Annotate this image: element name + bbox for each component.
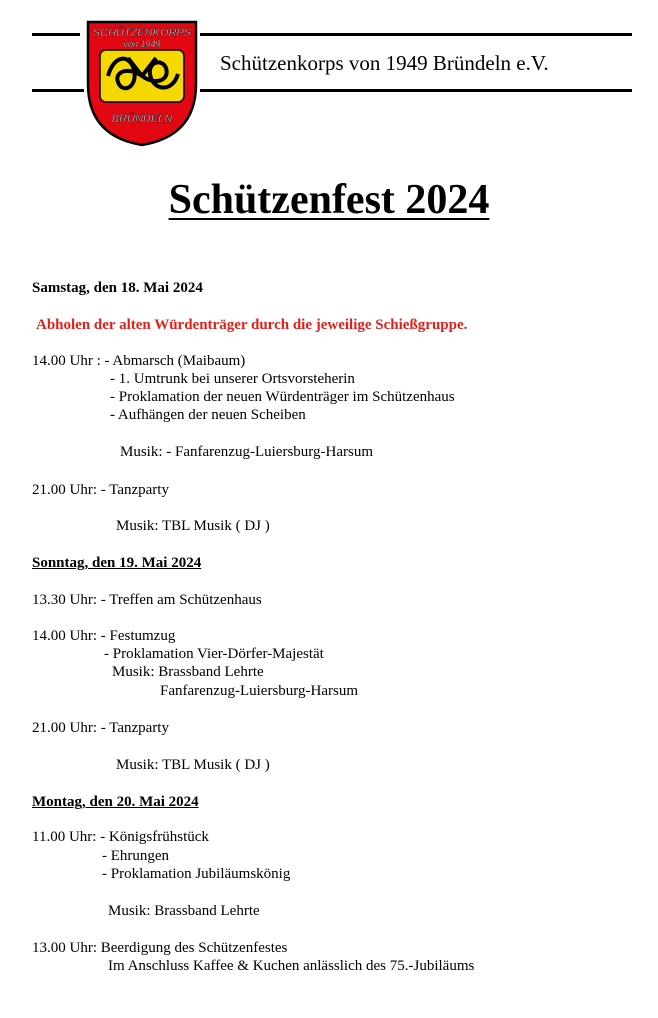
page-title-text: Schützenfest 2024 [168,177,490,223]
logo-top-text: SCHÜTZENKORPS [92,27,192,39]
day-heading-sunday: Sonntag, den 19. Mai 2024 [32,555,202,571]
saturday-event-1-item: - Aufhängen der neuen Scheiben [110,407,306,423]
header-rule-right-bottom [200,89,632,92]
saturday-event-1-item: - 1. Umtrunk bei unserer Ortsvorsteherin [110,371,355,387]
saturday-event-1-item: - Proklamation der neuen Würdenträger im Schützenhaus [110,389,455,405]
monday-event-1-item: - Ehrungen [102,848,170,864]
monday-event-2-note: Im Anschluss Kaffee & Kuchen anlässlich des 75.-Jubiläums [108,958,475,974]
header-rule-left-top [32,33,80,36]
day-heading-monday: Montag, den 20. Mai 2024 [32,794,199,810]
sunday-event-2-item: - Proklamation Vier-Dörfer-Majestät [104,646,324,662]
logo-bottom-text: BRÜNDELN [111,113,173,125]
org-name: Schützenkorps von 1949 Bründeln e.V. [220,51,549,75]
saturday-event-1-time: 14.00 Uhr : - Abmarsch (Maibaum) [32,353,246,369]
monday-event-1-time: 11.00 Uhr: - Königsfrühstück [32,829,209,845]
monday-event-1-music: Musik: Brassband Lehrte [108,903,260,919]
sunday-event-2-music: Musik: Brassband Lehrte [112,664,264,680]
logo-mid-text: von 1949 [123,39,161,49]
page-title [0,176,658,224]
sunday-event-2-music-2: Fanfarenzug-Luiersburg-Harsum [160,683,358,699]
club-logo [84,18,200,148]
sunday-event-3-time: 21.00 Uhr: - Tanzparty [32,720,169,736]
saturday-note: Abholen der alten Würdenträger durch die jeweilige Schießgruppe. [36,317,468,333]
sunday-event-2-time: 14.00 Uhr: - Festumzug [32,628,176,644]
saturday-event-2-music: Musik: TBL Musik ( DJ ) [116,518,270,534]
header-rule-left-bottom [32,89,84,92]
monday-event-1-item: - Proklamation Jubiläumskönig [102,866,291,882]
header-rule-right-top [200,33,632,36]
saturday-event-1-music: Musik: - Fanfarenzug-Luiersburg-Harsum [120,444,373,460]
day-heading-saturday: Samstag, den 18. Mai 2024 [32,280,203,296]
sunday-event-1: 13.30 Uhr: - Treffen am Schützenhaus [32,592,262,608]
sunday-event-3-music: Musik: TBL Musik ( DJ ) [116,757,270,773]
saturday-event-2-time: 21.00 Uhr: - Tanzparty [32,482,169,498]
monday-event-2-time: 13.00 Uhr: Beerdigung des Schützenfestes [32,940,288,956]
